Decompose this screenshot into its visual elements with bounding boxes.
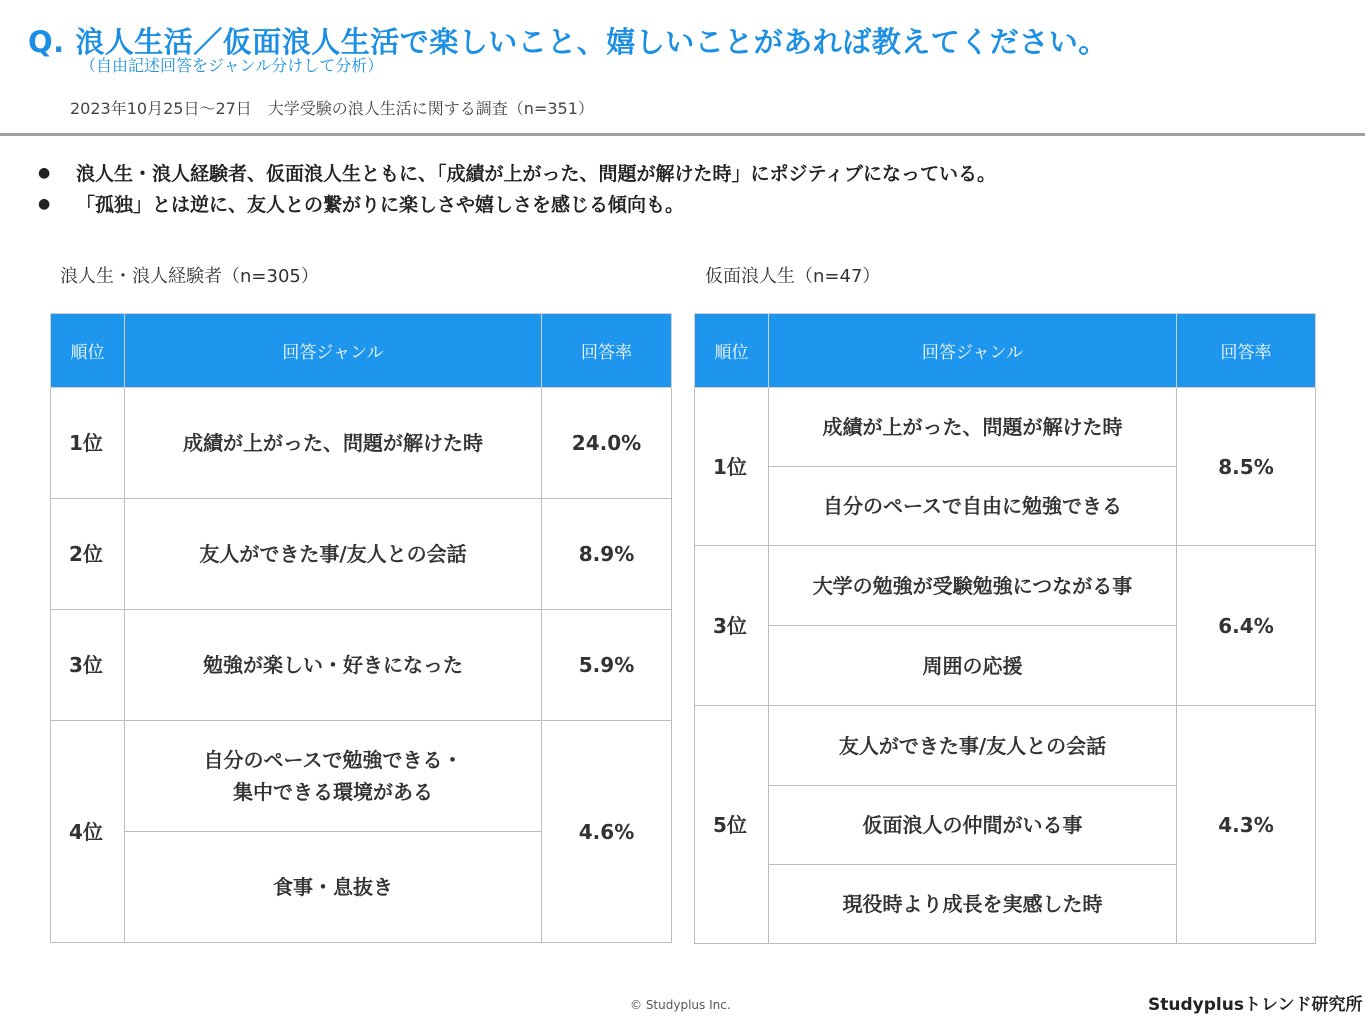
genre-cell: 自分のペースで勉強できる・ 集中できる環境がある: [125, 721, 542, 832]
brand-logo-text: Studyplusトレンド研究所: [1148, 995, 1363, 1015]
header-divider: [0, 133, 1365, 136]
rank-cell: 3位: [51, 610, 125, 721]
rate-cell: 4.3%: [1177, 706, 1316, 944]
table-row: [695, 546, 1316, 626]
rank-cell: 3位: [695, 546, 769, 706]
kamen-ronin-ranking-table: [694, 313, 1316, 944]
table-header-row: [695, 314, 1316, 388]
rate-cell: 4.6%: [542, 721, 672, 943]
rank-cell: 5位: [695, 706, 769, 944]
bullet-dot-icon: ●: [38, 195, 51, 212]
column-header-rate: 回答率: [1177, 314, 1316, 388]
column-header-rank: 順位: [695, 314, 769, 388]
ronin-ranking-table: [50, 313, 672, 943]
summary-bullet-text: 浪人生・浪人経験者、仮面浪人生ともに、「成績が上がった、問題が解けた時」にポジティブになっている。: [76, 163, 996, 185]
table-row: [51, 721, 672, 832]
genre-cell: 友人ができた事/友人との会話: [125, 499, 542, 610]
summary-bullet-text: 「孤独」とは逆に、友人との繋がりに楽しさや嬉しさを感じる傾向も。: [76, 194, 685, 216]
summary-bullet: [38, 157, 996, 188]
genre-cell: 周囲の応援: [769, 626, 1177, 706]
table-row: [695, 706, 1316, 786]
genre-cell: 成績が上がった、問題が解けた時: [769, 388, 1177, 467]
question-title: Q. 浪人生活／仮面浪人生活で楽しいこと、嬉しいことがあれば教えてください。: [28, 25, 1108, 59]
survey-info: 2023年10月25日〜27日 大学受験の浪人生活に関する調査（n=351）: [70, 99, 594, 118]
summary-bullets: [38, 157, 996, 219]
genre-cell: 成績が上がった、問題が解けた時: [125, 388, 542, 499]
genre-cell: 自分のペースで自由に勉強できる: [769, 467, 1177, 546]
right-table-caption: 仮面浪人生（n=47）: [705, 266, 881, 287]
question-subtitle: （自由記述回答をジャンル分けして分析）: [80, 56, 384, 75]
column-header-rate: 回答率: [542, 314, 672, 388]
table-row: [695, 388, 1316, 467]
copyright: © Studyplus Inc.: [630, 998, 731, 1012]
bullet-dot-icon: ●: [38, 164, 51, 181]
table-row: [51, 499, 672, 610]
rank-cell: 1位: [695, 388, 769, 546]
header: [0, 0, 1365, 136]
rank-cell: 4位: [51, 721, 125, 943]
rate-cell: 8.5%: [1177, 388, 1316, 546]
genre-cell: 友人ができた事/友人との会話: [769, 706, 1177, 786]
left-table-caption: 浪人生・浪人経験者（n=305）: [60, 266, 319, 287]
genre-cell: 仮面浪人の仲間がいる事: [769, 786, 1177, 865]
table-row: [51, 388, 672, 499]
summary-bullet: [38, 188, 996, 219]
genre-cell: 現役時より成長を実感した時: [769, 865, 1177, 944]
rate-cell: 5.9%: [542, 610, 672, 721]
column-header-genre: 回答ジャンル: [125, 314, 542, 388]
rate-cell: 8.9%: [542, 499, 672, 610]
table-row: [51, 610, 672, 721]
column-header-genre: 回答ジャンル: [769, 314, 1177, 388]
table-header-row: [51, 314, 672, 388]
column-header-rank: 順位: [51, 314, 125, 388]
genre-cell: 食事・息抜き: [125, 832, 542, 943]
rank-cell: 2位: [51, 499, 125, 610]
rank-cell: 1位: [51, 388, 125, 499]
rate-cell: 6.4%: [1177, 546, 1316, 706]
genre-cell: 大学の勉強が受験勉強につながる事: [769, 546, 1177, 626]
rate-cell: 24.0%: [542, 388, 672, 499]
genre-cell: 勉強が楽しい・好きになった: [125, 610, 542, 721]
